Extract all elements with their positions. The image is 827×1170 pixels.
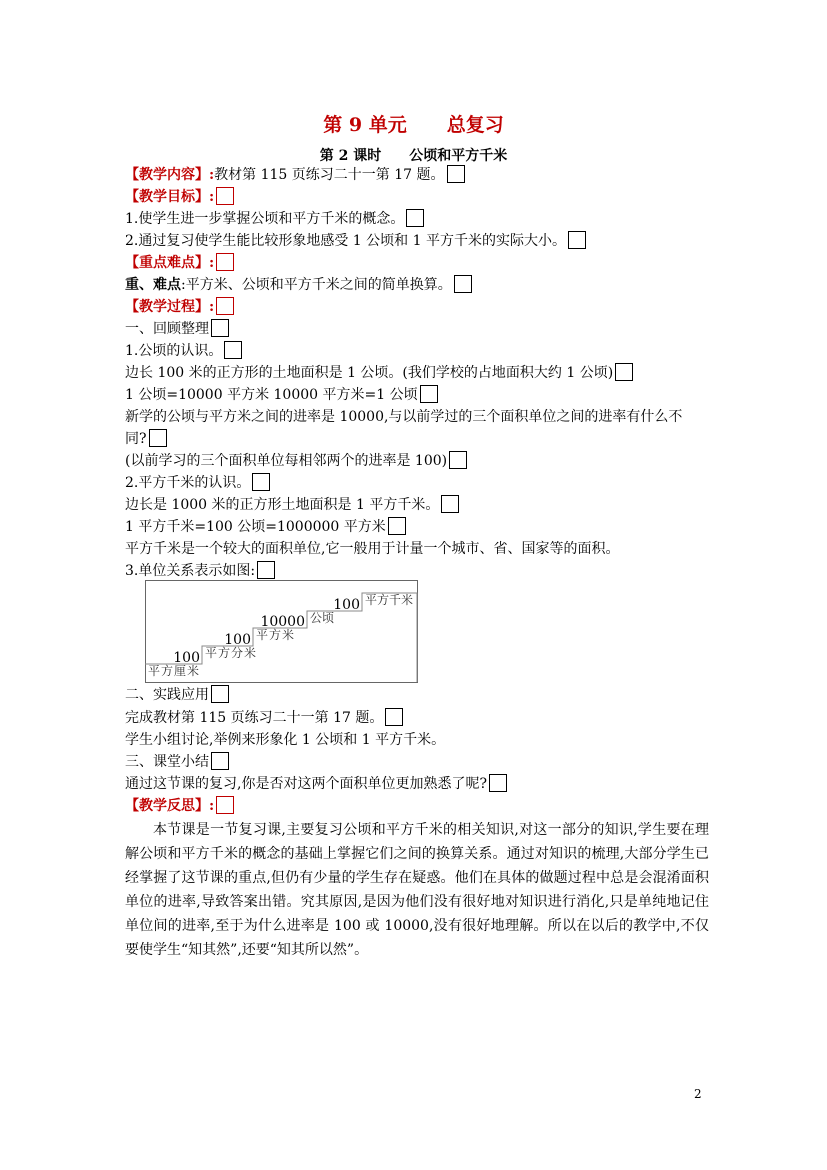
content-text: 教材第 115 页练习二十一第 17 题。	[214, 167, 445, 183]
review-3-text: 3.单位关系表示如图:	[125, 563, 256, 579]
section-label-process: 【教学过程】:	[125, 299, 215, 315]
goal-text-2: 2.通过复习使学生能比较形象地感受 1 公顷和 1 平方千米的实际大小。	[125, 233, 566, 249]
key-points-text	[125, 275, 472, 295]
review-item-1c-cont	[125, 429, 167, 449]
checkbox[interactable]	[211, 685, 229, 703]
teaching-content	[125, 165, 465, 185]
key-prefix: 重、难点	[125, 277, 181, 293]
checkbox[interactable]	[420, 385, 438, 403]
section-label-key: 【重点难点】:	[125, 255, 215, 271]
practice-head-text: 二、实践应用	[125, 687, 209, 703]
summary-head-text: 三、课堂小结	[125, 754, 209, 770]
checkbox[interactable]	[211, 319, 229, 337]
teaching-process-heading	[125, 297, 234, 317]
lesson-subtitle	[0, 145, 827, 165]
goal-text-1: 1.使学生进一步掌握公顷和平方千米的概念。	[125, 211, 405, 227]
review-1a-text: 边长 100 米的正方形的土地面积是 1 公顷。(我们学校的占地面积大约 1 公顷)	[125, 365, 614, 381]
review-item-1d	[125, 451, 467, 471]
checkbox[interactable]	[449, 451, 467, 469]
review-item-1c	[125, 407, 682, 427]
section-label-content: 【教学内容】:	[125, 167, 215, 183]
checkbox[interactable]	[406, 209, 424, 227]
summary-heading	[125, 752, 229, 772]
checkbox[interactable]	[388, 517, 406, 535]
checkbox[interactable]	[216, 253, 234, 271]
review-item-3	[125, 561, 275, 581]
checkbox[interactable]	[216, 297, 234, 315]
unit-topic: 总复习	[446, 114, 504, 136]
goal-item-2	[125, 231, 586, 251]
review-1-text: 1.公顷的认识。	[125, 343, 223, 359]
review-item-2c	[125, 539, 619, 559]
checkbox[interactable]	[224, 341, 242, 359]
review-item-2b	[125, 517, 406, 537]
checkbox[interactable]	[441, 495, 459, 513]
practice-item-2	[125, 730, 445, 750]
review-1c2-text: 同?	[125, 431, 147, 447]
practice-heading	[125, 685, 229, 705]
checkbox[interactable]	[568, 231, 586, 249]
checkbox[interactable]	[216, 796, 234, 814]
review-item-2	[125, 473, 270, 493]
key-points-heading	[125, 253, 234, 273]
review-head-text: 一、回顾整理	[125, 321, 209, 337]
teaching-goal-heading	[125, 187, 234, 207]
checkbox[interactable]	[252, 473, 270, 491]
section-label-reflection: 【教学反思】:	[125, 798, 215, 814]
checkbox[interactable]	[211, 752, 229, 770]
review-2a-text: 边长是 1000 米的正方形土地面积是 1 平方千米。	[125, 497, 440, 513]
review-item-1b	[125, 385, 438, 405]
lesson-topic: 公顷和平方千米	[409, 148, 508, 164]
review-2-text: 2.平方千米的认识。	[125, 475, 251, 491]
review-item-1	[125, 341, 242, 361]
page-number: 2	[694, 1087, 702, 1101]
rate-label-4: 100	[333, 597, 360, 613]
rate-label-1: 100	[173, 650, 200, 666]
checkbox[interactable]	[447, 165, 465, 183]
review-2c-text: 平方千米是一个较大的面积单位,它一般用于计量一个城市、省、国家等的面积。	[125, 541, 620, 557]
lesson-number: 第 2 课时	[319, 148, 382, 164]
summary-1-text: 通过这节课的复习,你是否对这两个面积单位更加熟悉了呢?	[125, 776, 487, 792]
teaching-reflection-heading	[125, 796, 234, 816]
practice-1-text: 完成教材第 115 页练习二十一第 17 题。	[125, 710, 384, 726]
practice-item-1	[125, 708, 403, 728]
review-item-2a	[125, 495, 459, 515]
checkbox[interactable]	[149, 429, 167, 447]
review-1c-text: 新学的公顷与平方米之间的进率是 10000,与以前学过的三个面积单位之间的进率有什么不	[125, 409, 683, 425]
rate-label-3: 10000	[260, 614, 305, 630]
review-item-1a	[125, 363, 633, 383]
reflection-paragraph: 本节课是一节复习课,主要复习公顷和平方千米的相关知识,对这一部分的知识,学生要在理解公顷和平方千米的概念的基础上掌握它们之间的换算关系。通过对知识的梳理,大部分学生已经掌握了这节课的重点,但仍有少量的学生存在疑惑。他们在具体的做题过程中总是会混淆面积单位的进率,导致答案出错。究其原因,是因为他们没有很好地对知识进行消化,只是单纯地记住单位间的进率,至于为什么进率是 100 或 10000,没有很好地理解。所以在以后的教学中,不仅要使学生“知其然”,还要“知其所以然”。	[125, 822, 709, 958]
unit-label-hectare: 公顷	[310, 611, 335, 625]
checkbox[interactable]	[615, 363, 633, 381]
checkbox[interactable]	[454, 275, 472, 293]
practice-2-text: 学生小组讨论,举例来形象化 1 公顷和 1 平方千米。	[125, 732, 446, 748]
checkbox[interactable]	[216, 187, 234, 205]
review-1d-text: (以前学习的三个面积单位每相邻两个的进率是 100)	[125, 453, 448, 469]
review-heading	[125, 319, 229, 339]
unit-label-sq-m: 平方米	[256, 628, 296, 642]
unit-number: 第 9 单元	[323, 114, 407, 136]
goal-item-1	[125, 209, 424, 229]
review-2b-text: 1 平方千米=100 公顷=1000000 平方米	[125, 519, 386, 535]
key-text: :平方米、公顷和平方千米之间的简单换算。	[181, 277, 452, 293]
review-1b-text: 1 公顷=10000 平方米 10000 平方米=1 公顷	[125, 387, 418, 403]
unit-relation-diagram	[145, 580, 418, 683]
unit-label-sq-km: 平方千米	[365, 593, 414, 607]
unit-label-sq-cm: 平方厘米	[148, 664, 201, 678]
unit-label-sq-dm: 平方分米	[205, 646, 258, 660]
section-label-goal: 【教学目标】:	[125, 189, 215, 205]
checkbox[interactable]	[385, 708, 403, 726]
rate-label-2: 100	[224, 632, 251, 648]
summary-item-1	[125, 774, 507, 794]
unit-title	[0, 110, 827, 137]
checkbox[interactable]	[257, 561, 275, 579]
checkbox[interactable]	[489, 774, 507, 792]
